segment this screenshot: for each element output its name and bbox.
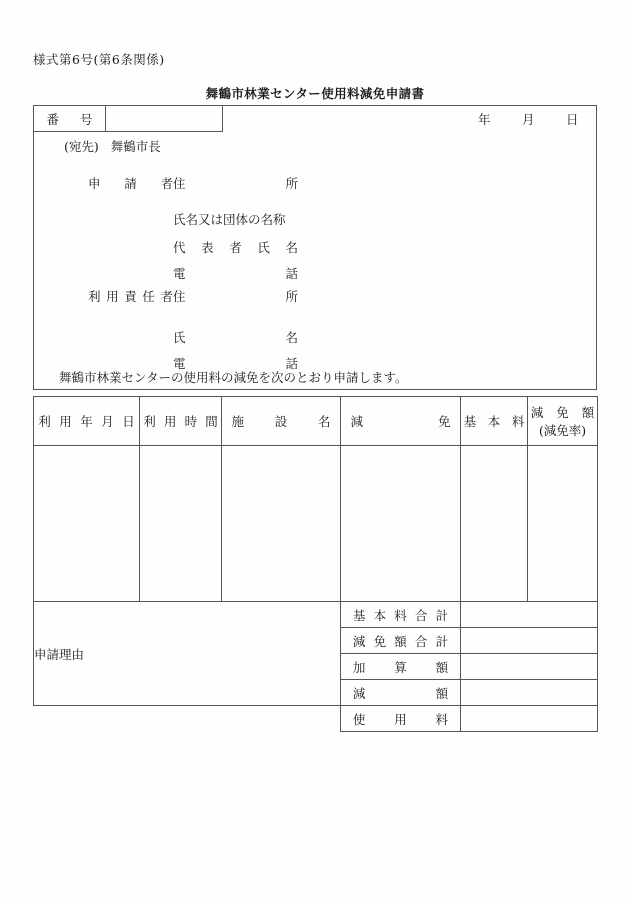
addressee (64, 137, 161, 155)
applicant-name-row (173, 210, 298, 228)
summary-label-reduction-total: 減免額合計 (341, 628, 461, 654)
page-title: 舞鶴市林業センター使用料減免申請書 (205, 86, 425, 101)
form-code: 様式第6号(第6条関係) (33, 52, 165, 67)
number-label: 番号 (46, 111, 93, 127)
manager-address-row (88, 287, 298, 305)
column-header-use-time: 利用時間 (140, 397, 222, 446)
column-header-base-fee: 基本料 (461, 397, 528, 446)
applicant-frame (33, 105, 597, 390)
cell-reduction[interactable] (341, 446, 461, 602)
number-input[interactable] (106, 106, 223, 132)
column-header-facility: 施設名 (222, 397, 341, 446)
summary-label-base-fee-total: 基本料合計 (341, 602, 461, 628)
summary-value-usage-fee[interactable] (461, 706, 598, 732)
summary-row-base-fee-total (34, 602, 598, 628)
column-header-reduction-amount: 減免額 (減免率) (528, 397, 598, 446)
summary-row-usage-fee (34, 706, 598, 732)
table-header-row (34, 397, 598, 446)
summary-value-base-fee-total[interactable] (461, 602, 598, 628)
number-label-cell (34, 106, 106, 132)
column-header-use-date: 利用年月日 (34, 397, 140, 446)
cell-use-time[interactable] (140, 446, 222, 602)
manager-section-label: 利用責任者 (88, 289, 173, 304)
representative-name-row (173, 238, 298, 256)
date-year-field[interactable]: 年 (478, 112, 491, 127)
manager-address-label: 住所 (173, 289, 298, 304)
date-month-field[interactable]: 月 (522, 112, 535, 127)
applicant-address-label: 住所 (173, 176, 298, 191)
representative-name-label: 代表者氏名 (173, 240, 298, 255)
table-row (34, 446, 598, 602)
addressee-name: 舞鶴市長 (110, 139, 161, 154)
cell-base-fee[interactable] (461, 446, 528, 602)
manager-name-row (173, 328, 298, 346)
summary-value-reduction-total[interactable] (461, 628, 598, 654)
summary-label-discount: 減額 (341, 680, 461, 706)
applicant-section-label: 申請者 (88, 176, 173, 191)
column-header-reduction: 減免 (341, 397, 461, 446)
spacer-cell (34, 706, 341, 732)
reason-field[interactable] (34, 602, 341, 706)
applicant-phone-row (173, 264, 298, 282)
date-line (478, 106, 588, 132)
addressee-prefix: (宛先) (64, 139, 99, 154)
applicant-phone-label: 電話 (173, 266, 298, 281)
date-day-field[interactable]: 日 (566, 112, 579, 127)
summary-label-usage-fee: 使用料 (341, 706, 461, 732)
summary-label-surcharge: 加算額 (341, 654, 461, 680)
manager-phone-label: 電話 (173, 356, 298, 371)
cell-use-date[interactable] (34, 446, 140, 602)
usage-table (33, 396, 598, 732)
declaration-text: 舞鶴市林業センターの使用料の減免を次のとおり申請します。 (59, 370, 408, 385)
summary-value-surcharge[interactable] (461, 654, 598, 680)
manager-name-label: 氏名 (173, 330, 298, 345)
applicant-name-label: 氏名又は団体の名称 (173, 212, 286, 227)
applicant-address-row (88, 174, 298, 192)
cell-reduction-amount[interactable] (528, 446, 598, 602)
reason-label: 申請理由 (34, 646, 85, 662)
cell-facility[interactable] (222, 446, 341, 602)
summary-value-discount[interactable] (461, 680, 598, 706)
